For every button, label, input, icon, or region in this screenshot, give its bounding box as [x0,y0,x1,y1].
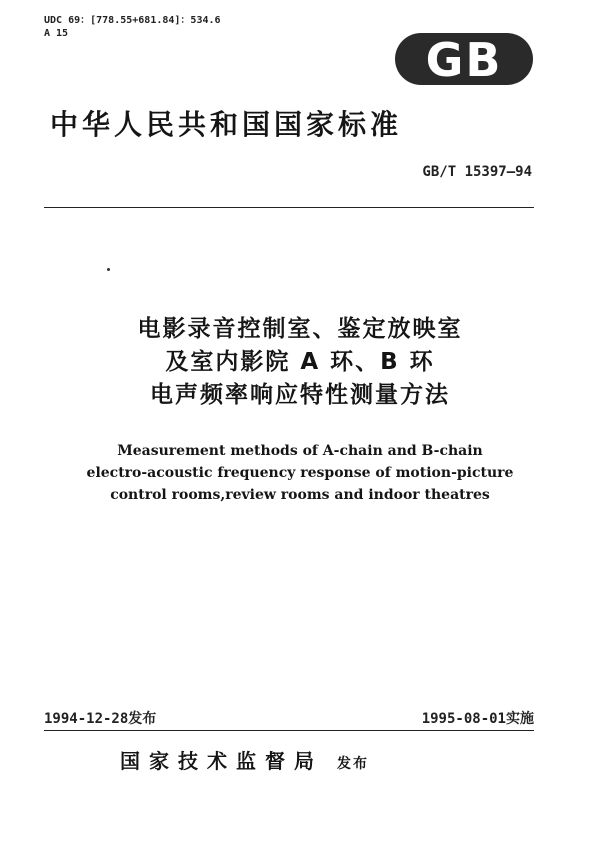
english-title [50,440,550,506]
standard-number: GB/T 15397—94 [422,164,532,180]
publisher-suffix: 发布 [337,756,369,772]
issuer-title: 中华人民共和国国家标准 [50,108,403,141]
effective-date: 1995-08-01实施 [421,711,534,727]
issue-date: 1994-12-28发布 [44,711,157,727]
chinese-title-line-1: 电影录音控制室、鉴定放映室 [137,316,463,342]
chinese-title [60,313,540,412]
chinese-title-line-3: 电声频率响应特性测量方法 [150,382,450,408]
english-title-line-1: Measurement methods of A-chain and B-chain [117,443,483,459]
udc-block [44,14,221,40]
gb-logo-text: GB [425,33,503,86]
scan-speck [107,268,110,271]
classification-code: A 15 [44,28,69,39]
english-title-line-3: control rooms,review rooms and indoor theatres [110,487,490,503]
chinese-title-line-2: 及室内影院 A 环、B 环 [165,349,435,375]
udc-code: UDC 69：[778.55+681.84]：534.6 [44,15,221,26]
gb-logo [394,32,534,86]
top-divider [44,207,534,208]
bottom-divider [44,730,534,731]
english-title-line-2: electro-acoustic frequency response of motion-picture [86,465,514,481]
publisher-name: 国家技术监督局 [120,749,323,773]
publisher-line [120,745,369,774]
